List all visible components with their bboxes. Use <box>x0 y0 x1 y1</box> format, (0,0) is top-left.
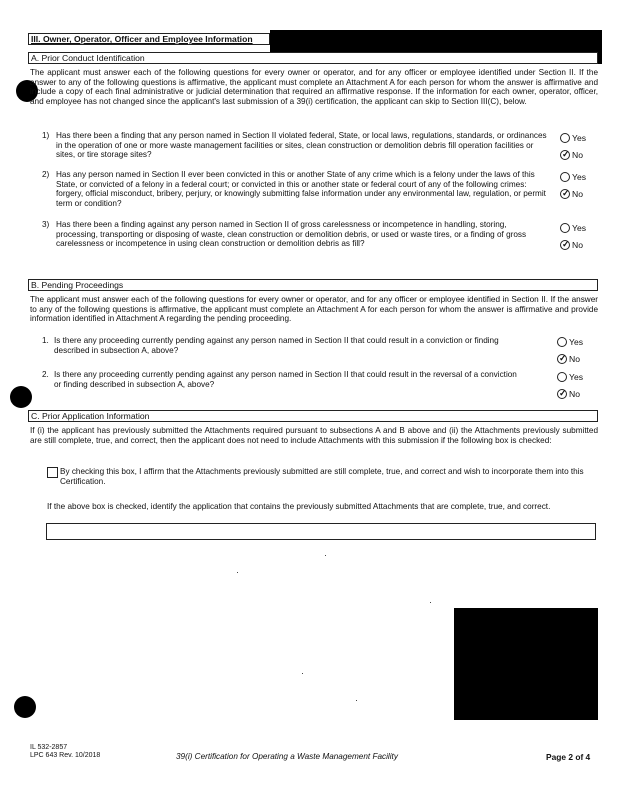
section-a-intro: The applicant must answer each of the following questions for every owner or operator, and for any officer or employee identified under Section II. If the answer to any of the following questions is affirmative, the applicant must complete an Attachment A for each person for whom the answer is affirmative and include a copy of each final administrative or judicial determination that required an affirmative response. If the information for each owner, operator, officer, and employee has not changed since the applicant's last submission of a 39(i) certification, the applicant can skip to Section III(C), below. <box>30 68 598 106</box>
a2-no-option[interactable] <box>560 189 583 199</box>
no-label: No <box>572 240 583 250</box>
prior-attachments-checkbox[interactable] <box>47 467 58 478</box>
a3-yes-option[interactable] <box>560 223 586 233</box>
question-number: 1) <box>42 131 50 140</box>
radio-no-checked[interactable] <box>557 389 567 399</box>
form-identifier <box>30 744 100 760</box>
section-a-question-2 <box>42 170 550 214</box>
a1-yes-option[interactable] <box>560 133 586 143</box>
radio-yes[interactable] <box>560 223 570 233</box>
section-iii-header <box>28 33 270 45</box>
question-text: Is there any proceeding currently pending against any person named in Section II that could result in the reversal of a conviction or finding described in subsection A, above? <box>54 370 517 389</box>
a3-no-option[interactable] <box>560 240 583 250</box>
redaction-bottom <box>454 608 598 720</box>
punch-hole-bottom <box>14 696 36 718</box>
form-id-line-2: LPC 643 Rev. 10/2018 <box>30 752 101 759</box>
b1-no-option[interactable] <box>557 354 580 364</box>
radio-yes[interactable] <box>560 133 570 143</box>
radio-yes[interactable] <box>557 372 567 382</box>
radio-no-checked[interactable] <box>560 189 570 199</box>
section-a-question-1 <box>42 131 550 165</box>
section-c-intro: If (i) the applicant has previously submitted the Attachments required pursuant to subsections A and B above and (ii) the Attachments previously submitted are still complete, true, and correct, then the applicant does not need to include Attachments with this submission if the following box is checked: <box>30 426 598 445</box>
radio-yes[interactable] <box>560 172 570 182</box>
scan-speck <box>237 572 238 573</box>
section-a-title: A. Prior Conduct Identification <box>31 53 145 63</box>
radio-no-checked[interactable] <box>557 354 567 364</box>
scan-speck <box>356 700 357 701</box>
question-number: 2. <box>42 370 49 379</box>
no-label: No <box>569 389 580 399</box>
question-text: Has there been a finding that any person named in Section II violated federal, State, or local laws, regulations, standards, or ordinances in the operation of one or more waste management facilities or sites, clean construction or demolition debris fill operation facilities or sites, or tire storage sites? <box>56 131 547 160</box>
b2-yes-option[interactable] <box>557 372 583 382</box>
scan-speck <box>302 673 303 674</box>
form-id-line-1: IL 532-2857 <box>30 744 68 751</box>
radio-no-checked[interactable] <box>560 240 570 250</box>
no-label: No <box>572 189 583 199</box>
section-b-question-1 <box>42 336 550 360</box>
question-text: Is there any proceeding currently pending against any person named in Section II that could result in a conviction or finding described in subsection A, above? <box>54 336 499 355</box>
yes-label: Yes <box>569 337 584 347</box>
page-number: Page 2 of 4 <box>546 752 591 762</box>
yes-label: Yes <box>572 172 587 182</box>
scan-speck <box>325 555 326 556</box>
section-iii-title: III. Owner, Operator, Officer and Employee Information <box>31 34 253 44</box>
question-number: 3) <box>42 220 50 229</box>
form-title: 39(i) Certification for Operating a Waste Management Facility <box>176 752 398 761</box>
punch-hole-middle <box>10 386 32 408</box>
yes-label: Yes <box>569 372 584 382</box>
question-text: Has there been a finding against any person named in Section II of gross carelessness or incompetence in handling, storing, processing, transporting or disposing of waste, clean construction or demolition debris, or used or waste tires, or a finding of gross carelessness or incompetence in using clean construction or demolition debris as fill? <box>56 220 527 249</box>
a2-yes-option[interactable] <box>560 172 586 182</box>
scan-speck <box>430 602 431 603</box>
section-a-question-3 <box>42 220 550 264</box>
question-number: 2) <box>42 170 50 179</box>
identify-application-text: If the above box is checked, identify the application that contains the previously submitted Attachments that are complete, true, and correct. <box>47 502 551 511</box>
section-c-header <box>28 410 598 422</box>
no-label: No <box>569 354 580 364</box>
a1-no-option[interactable] <box>560 150 583 160</box>
section-b-question-2 <box>42 370 550 394</box>
checkbox-statement: By checking this box, I affirm that the Attachments previously submitted are still complete, true, and correct and wish to incorporate them into this Certification. <box>60 467 584 486</box>
section-c-title: C. Prior Application Information <box>31 411 150 421</box>
question-text: Has any person named in Section II ever been convicted in this or another State of any crime which is a felony under the laws of this State, or convicted of a felony in a federal court; or convicted in this or another state or federal court of any of the following crimes: forgery, official misconduct, bribery, perjury, or knowingly submitting false information under any environmental law, regulation, or permit term or condition? <box>56 170 546 208</box>
section-b-title: B. Pending Proceedings <box>31 280 124 290</box>
section-a-header <box>28 52 598 64</box>
section-b-header <box>28 279 598 291</box>
b2-no-option[interactable] <box>557 389 580 399</box>
b1-yes-option[interactable] <box>557 337 583 347</box>
no-label: No <box>572 150 583 160</box>
yes-label: Yes <box>572 223 587 233</box>
radio-yes[interactable] <box>557 337 567 347</box>
yes-label: Yes <box>572 133 587 143</box>
prior-application-field[interactable] <box>46 523 596 540</box>
section-b-intro: The applicant must answer each of the following questions for every owner or operator, and for any officer or employee identified in Section II. If the answer to any of the following questions is affirmative, the applicant must complete an Attachment A for each person for whom the answer is affirmative and provide information identified in Attachment A regarding the pending proceeding. <box>30 295 598 324</box>
radio-no-checked[interactable] <box>560 150 570 160</box>
question-number: 1. <box>42 336 49 345</box>
